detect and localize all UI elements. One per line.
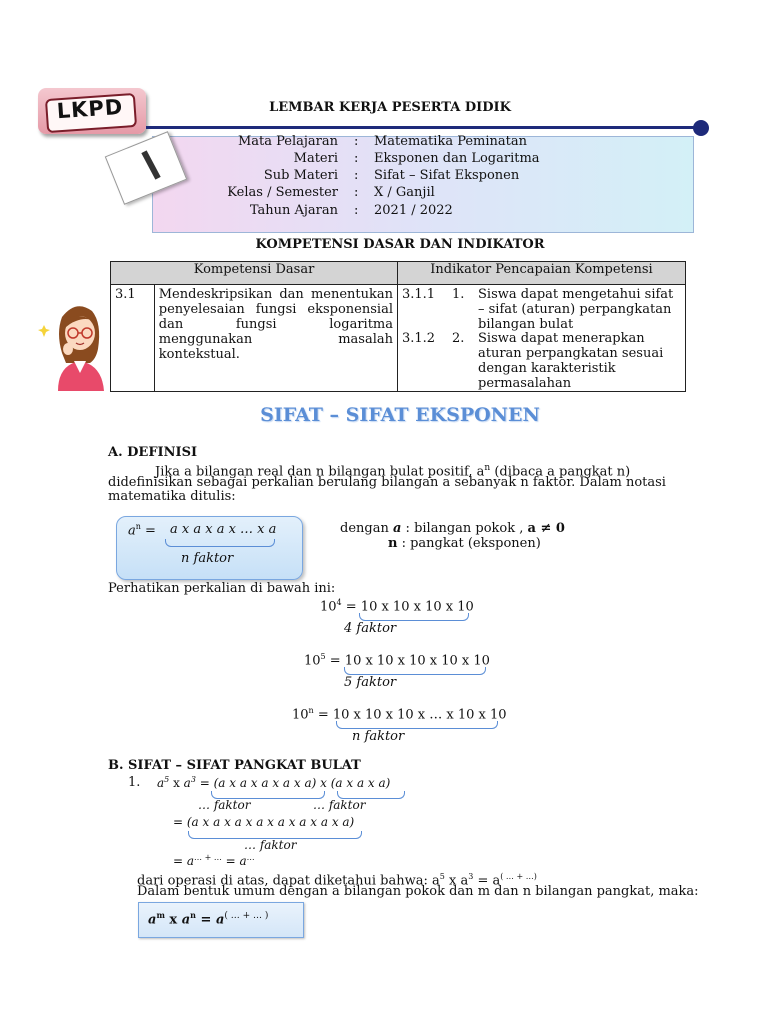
- section-title: SIFAT – SIFAT EKSPONEN: [260, 404, 540, 426]
- indicator-numbers: [398, 285, 449, 392]
- text: dari operasi di atas, dapat diketahui bahwa: a: [137, 873, 440, 889]
- text: 10: [320, 599, 337, 615]
- text: =: [195, 912, 216, 928]
- header-rule-dot: [693, 120, 709, 136]
- superscript: …: [246, 853, 255, 862]
- info-sep: :: [354, 134, 359, 149]
- example-1-under: 4 faktor: [344, 621, 397, 636]
- indicator-text: Siswa dapat menerapkan aturan perpangkatan sesuai dengan karakteristik permasalahan: [478, 331, 664, 391]
- page-title: LEMBAR KERJA PESERTA DIDIK: [269, 100, 511, 115]
- definition-under-label: n faktor: [181, 551, 234, 566]
- brace: [359, 613, 469, 621]
- text: = a: [173, 854, 195, 868]
- info-label: Kelas / Semester: [227, 185, 338, 200]
- text: =: [140, 523, 156, 539]
- definisi-para-line2: didefinisikan sebagai perkalian berulang bilangan a sebanyak n faktor. Dalam notasi: [108, 475, 666, 490]
- superscript: n: [308, 706, 314, 715]
- definition-legend-a: [340, 522, 565, 537]
- indicator-marker: 1.: [452, 287, 465, 302]
- kd-number: 3.1: [111, 285, 155, 392]
- superscript: 5: [164, 775, 170, 784]
- text: a: [128, 523, 136, 539]
- definition-legend-n: [388, 537, 541, 552]
- indicator-number: 3.1.1: [402, 287, 436, 302]
- text: a: [215, 912, 225, 928]
- info-label: Tahun Ajaran: [249, 203, 338, 218]
- kd-table: [110, 261, 686, 392]
- superscript: n: [484, 463, 491, 473]
- lkpd-badge-label: LKPD: [55, 94, 124, 124]
- definition-rhs: a x a x a x … x a: [170, 522, 277, 537]
- superscript: 3: [190, 775, 196, 784]
- sifat-line-3: [173, 853, 255, 868]
- info-value: X / Ganjil: [374, 185, 435, 200]
- info-value: Sifat – Sifat Eksponen: [374, 168, 520, 183]
- text: x a: [444, 873, 469, 889]
- text: (dibaca a pangkat n): [490, 464, 631, 480]
- indicator-number: 3.1.2: [402, 331, 436, 346]
- text: a: [392, 521, 402, 536]
- superscript: 4: [336, 598, 342, 607]
- text: a: [181, 912, 191, 928]
- info-label: Mata Pelajaran: [237, 134, 338, 149]
- superscript: 3: [468, 872, 474, 881]
- brace: [165, 539, 275, 547]
- sifat-line-2: = (a x a x a x a x a x a x a x a): [173, 815, 355, 829]
- text: n: [388, 536, 398, 551]
- sifat-line-1: [157, 775, 390, 790]
- sifat-heading: B. SIFAT – SIFAT PANGKAT BULAT: [108, 758, 361, 773]
- definisi-heading: A. DEFINISI: [108, 445, 198, 460]
- info-sep: :: [354, 185, 359, 200]
- kd-header-right: Indikator Pencapaian Kompetensi: [398, 262, 686, 285]
- sifat-line-5: Dalam bentuk umum dengan a bilangan pokok dan m dan n bilangan pangkat, maka:: [137, 884, 699, 899]
- text: a: [148, 912, 157, 928]
- text: = (a x a x a x a x a) x (a x a x a): [195, 776, 391, 790]
- superscript: n: [135, 522, 141, 531]
- text: a: [157, 776, 165, 790]
- definisi-para-line3: matematika ditulis:: [108, 489, 236, 504]
- info-sep: :: [354, 168, 359, 183]
- kd-header-left: Kompetensi Dasar: [111, 262, 398, 285]
- text: 10: [292, 707, 309, 723]
- indicator-marker: 2.: [452, 331, 465, 346]
- text: : bilangan pokok ,: [401, 521, 528, 536]
- text: = 10 x 10 x 10 x … x 10 x 10: [313, 707, 507, 723]
- info-value: 2021 / 2022: [374, 203, 453, 218]
- kd-description: Mendeskripsikan dan menentukan penyelesaian fungsi eksponensial dan fungsi logaritma menggunakan masalah kontekstual.: [154, 285, 397, 392]
- sparkle-icon: [38, 325, 50, 337]
- text: = a: [473, 873, 501, 889]
- text: : pangkat (eksponen): [397, 536, 541, 551]
- perhatikan-text: Perhatikan perkalian di bawah ini:: [108, 581, 336, 596]
- superscript: n: [190, 910, 196, 920]
- indicator-texts: [474, 285, 686, 392]
- superscript: ( … + …): [500, 872, 537, 881]
- teacher-girl-illustration: [36, 293, 114, 391]
- superscript: … + …: [194, 853, 222, 862]
- example-2: [304, 652, 490, 668]
- info-label: Materi: [293, 151, 338, 166]
- sifat-item-number: 1.: [128, 775, 141, 790]
- text: 10: [304, 653, 321, 669]
- kd-title: KOMPETENSI DASAR DAN INDIKATOR: [255, 237, 545, 252]
- superscript: m: [156, 910, 165, 920]
- text: a ≠ 0: [527, 521, 565, 536]
- definition-lhs: [128, 522, 156, 538]
- header-rule: [146, 126, 698, 129]
- indicator-text: Siswa dapat mengetahui sifat – sifat (aturan) perpangkatan bilangan bulat: [478, 287, 674, 332]
- text: = a: [221, 854, 247, 868]
- sifat-faktor-1: … faktor: [198, 798, 251, 812]
- info-sep: :: [354, 151, 359, 166]
- text: = 10 x 10 x 10 x 10 x 10: [325, 653, 490, 669]
- superscript: 5: [439, 872, 445, 881]
- text: = 10 x 10 x 10 x 10: [341, 599, 474, 615]
- info-label: Sub Materi: [263, 168, 338, 183]
- rule-summary-formula: [148, 910, 268, 927]
- sifat-faktor-3: … faktor: [244, 838, 297, 852]
- text: a: [183, 776, 191, 790]
- info-sep: :: [354, 203, 359, 218]
- brace: [336, 721, 498, 729]
- example-2-under: 5 faktor: [344, 675, 397, 690]
- text: x: [164, 912, 182, 928]
- text: dengan: [340, 521, 389, 536]
- text: x: [169, 776, 184, 790]
- example-3-under: n faktor: [352, 729, 405, 744]
- indicator-list-markers: [448, 285, 474, 392]
- info-value: Eksponen dan Logaritma: [374, 151, 540, 166]
- text: Jika a bilangan real dan n bilangan bulat positif, a: [155, 464, 485, 480]
- example-3: [292, 706, 507, 722]
- superscript: 5: [320, 652, 326, 661]
- example-1: [320, 598, 474, 614]
- sifat-faktor-2: … faktor: [313, 798, 366, 812]
- brace: [344, 667, 486, 675]
- info-value: Matematika Peminatan: [374, 134, 528, 149]
- superscript: ( … + … ): [224, 911, 269, 921]
